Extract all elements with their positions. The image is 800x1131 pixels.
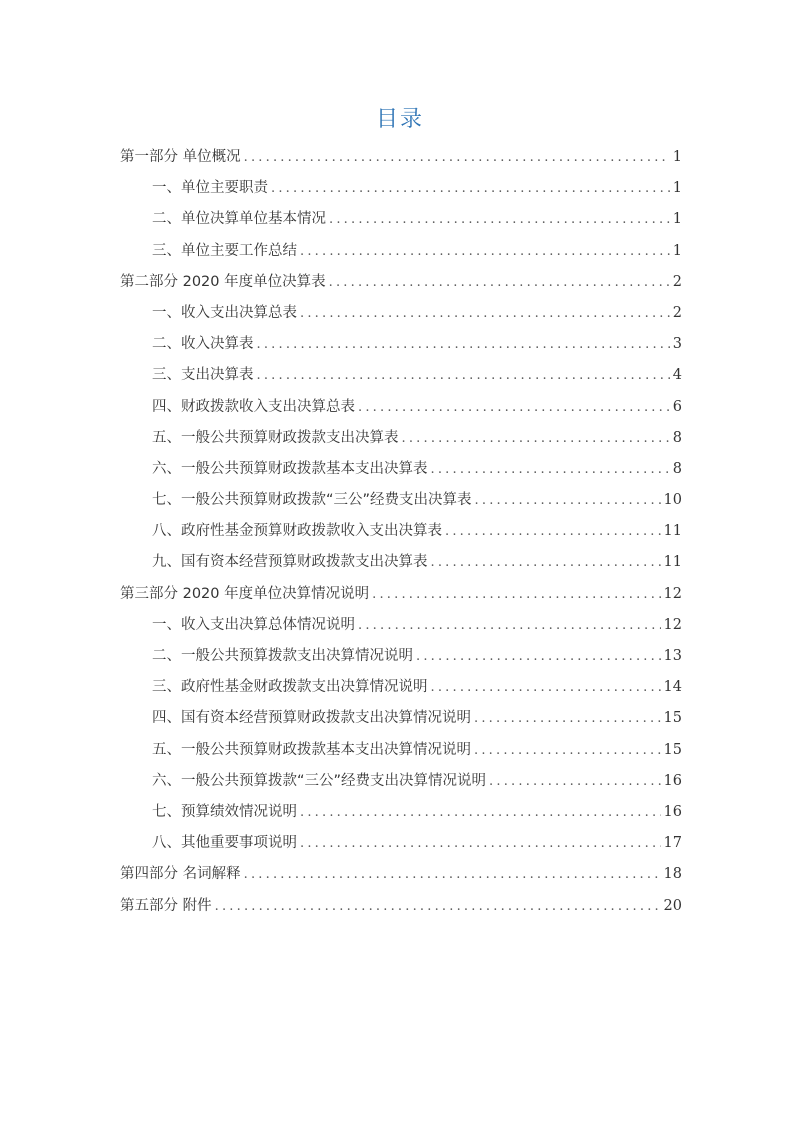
toc-section-entry[interactable] <box>120 394 682 425</box>
toc-section-entry[interactable] <box>120 175 682 206</box>
dot-leader <box>431 457 670 483</box>
toc-entry-label: 六、一般公共预算拨款“三公”经费支出决算情况说明 <box>152 772 487 789</box>
toc-page-number: 15 <box>663 710 682 727</box>
toc-page-number: 3 <box>672 336 682 353</box>
dot-leader <box>474 738 661 764</box>
toc-section-entry[interactable] <box>120 238 682 269</box>
dot-leader <box>329 207 670 233</box>
toc-page-number: 11 <box>663 554 682 571</box>
toc-page-number: 1 <box>672 211 682 228</box>
dot-leader <box>300 239 670 265</box>
toc-section-entry[interactable] <box>120 612 682 643</box>
dot-leader <box>271 176 670 202</box>
toc-entry-label: 一、单位主要职责 <box>152 180 268 197</box>
toc-page-number: 10 <box>663 492 682 509</box>
toc-part-entry[interactable] <box>120 893 682 924</box>
toc-section-entry[interactable] <box>120 425 682 456</box>
dot-leader <box>358 395 670 421</box>
toc-entry-label: 一、收入支出决算总体情况说明 <box>152 616 355 633</box>
toc-section-entry[interactable] <box>120 737 682 768</box>
toc-entry-label: 二、一般公共预算拨款支出决算情况说明 <box>152 648 413 664</box>
toc-entry-label: 八、其他重要事项说明 <box>152 835 297 852</box>
toc-page-number: 14 <box>663 679 682 696</box>
toc-entry-label: 九、国有资本经营预算财政拨款支出决算表 <box>152 554 428 571</box>
toc-section-entry[interactable] <box>120 456 682 487</box>
table-of-contents <box>120 144 682 924</box>
toc-page-number: 2 <box>672 273 682 290</box>
toc-section-entry[interactable] <box>120 206 682 237</box>
toc-part-entry[interactable] <box>120 144 682 175</box>
toc-section-entry[interactable] <box>120 830 682 861</box>
toc-page-number: 8 <box>672 429 682 446</box>
dot-leader <box>475 488 661 514</box>
dot-leader <box>257 363 670 389</box>
toc-section-entry[interactable] <box>120 518 682 549</box>
dot-leader <box>489 769 661 795</box>
toc-entry-label: 七、预算绩效情况说明 <box>152 803 297 820</box>
toc-entry-label: 第二部分 2020 年度单位决算表 <box>120 273 326 290</box>
toc-page-number: 17 <box>663 835 682 852</box>
dot-leader <box>372 582 660 608</box>
toc-section-entry[interactable] <box>120 549 682 580</box>
toc-entry-label: 三、单位主要工作总结 <box>152 242 297 259</box>
toc-section-entry[interactable] <box>120 799 682 830</box>
toc-section-entry[interactable] <box>120 331 682 362</box>
toc-page-number: 6 <box>672 398 682 415</box>
dot-leader <box>329 270 670 296</box>
toc-entry-label: 六、一般公共预算财政拨款基本支出决算表 <box>152 460 428 477</box>
toc-page-number: 8 <box>672 460 682 477</box>
dot-leader <box>300 800 661 826</box>
toc-entry-label: 第五部分 附件 <box>120 897 212 914</box>
toc-part-entry[interactable] <box>120 269 682 300</box>
toc-entry-label: 七、一般公共预算财政拨款“三公”经费支出决算表 <box>152 492 472 509</box>
toc-page-number: 12 <box>663 616 682 633</box>
toc-entry-label: 一、收入支出决算总表 <box>152 304 297 321</box>
toc-entry-label: 四、国有资本经营预算财政拨款支出决算情况说明 <box>152 710 471 727</box>
dot-leader <box>257 332 670 358</box>
toc-title: 目录 <box>375 107 424 132</box>
dot-leader <box>416 644 661 670</box>
toc-entry-label: 二、收入决算表 <box>152 336 254 353</box>
toc-page-number: 11 <box>663 523 682 540</box>
toc-entry-label: 三、支出决算表 <box>152 367 254 384</box>
toc-page-number: 12 <box>663 585 682 602</box>
toc-page-number: 18 <box>663 866 682 883</box>
dot-leader <box>431 550 661 576</box>
toc-page-number: 16 <box>663 772 682 789</box>
toc-part-entry[interactable] <box>120 861 682 892</box>
toc-section-entry[interactable] <box>120 362 682 393</box>
toc-entry-label: 第四部分 名词解释 <box>120 866 241 883</box>
toc-page-number: 13 <box>663 648 682 664</box>
toc-entry-label: 第一部分 单位概况 <box>120 149 241 165</box>
dot-leader <box>215 894 661 920</box>
dot-leader <box>402 426 670 452</box>
toc-section-entry[interactable] <box>120 643 682 674</box>
toc-entry-label: 三、政府性基金财政拨款支出决算情况说明 <box>152 679 428 696</box>
dot-leader <box>300 831 661 857</box>
toc-section-entry[interactable] <box>120 487 682 518</box>
dot-leader <box>474 706 661 732</box>
toc-page-number: 2 <box>672 304 682 321</box>
toc-entry-label: 第三部分 2020 年度单位决算情况说明 <box>120 585 370 602</box>
toc-section-entry[interactable] <box>120 674 682 705</box>
toc-entry-label: 二、单位决算单位基本情况 <box>152 211 326 228</box>
toc-page-number: 20 <box>663 897 682 914</box>
toc-section-entry[interactable] <box>120 300 682 331</box>
toc-page-number: 15 <box>663 741 682 758</box>
toc-entry-label: 五、一般公共预算财政拨款支出决算表 <box>152 429 399 446</box>
toc-page-number: 1 <box>672 149 682 165</box>
dot-leader <box>244 145 670 171</box>
toc-page-number: 4 <box>672 367 682 384</box>
toc-section-entry[interactable] <box>120 768 682 799</box>
toc-page-number: 1 <box>672 180 682 197</box>
toc-part-entry[interactable] <box>120 581 682 612</box>
dot-leader <box>358 613 661 639</box>
toc-section-entry[interactable] <box>120 705 682 736</box>
toc-page-number: 1 <box>672 242 682 259</box>
toc-page-number: 16 <box>663 803 682 820</box>
toc-entry-label: 四、财政拨款收入支出决算总表 <box>152 398 355 415</box>
dot-leader <box>445 519 661 545</box>
dot-leader <box>300 301 670 327</box>
toc-entry-label: 五、一般公共预算财政拨款基本支出决算情况说明 <box>152 741 471 758</box>
dot-leader <box>244 862 661 888</box>
dot-leader <box>431 675 661 701</box>
toc-entry-label: 八、政府性基金预算财政拨款收入支出决算表 <box>152 523 442 540</box>
